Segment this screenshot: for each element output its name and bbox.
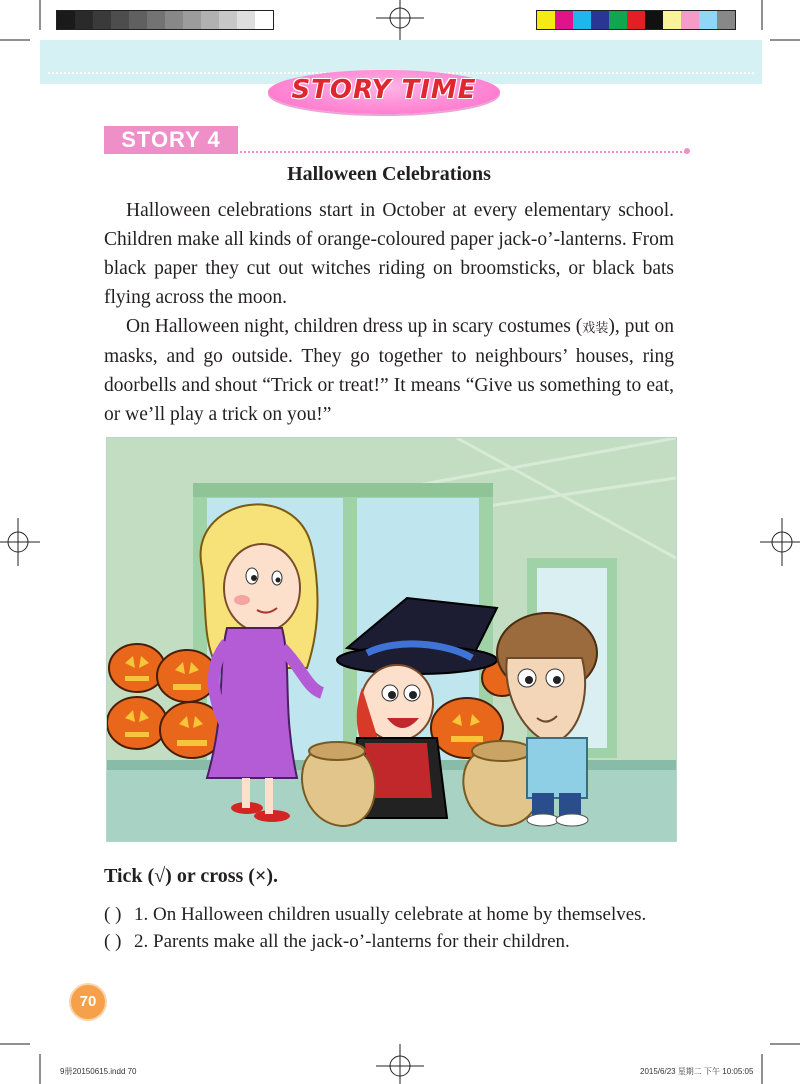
story-title: Halloween Celebrations (287, 163, 491, 185)
halloween-illustration (106, 437, 677, 842)
answer-blank-2[interactable]: ( ) (104, 931, 122, 952)
paragraph-2-part-a: On Halloween night, children dress up in scary costumes ( (126, 316, 583, 337)
story-rule-end-dot (684, 148, 690, 154)
exercise-item-1 (104, 902, 704, 928)
exercise-heading: Tick (√) or cross (×). (104, 865, 279, 887)
paragraph-2-part-b: ), put on masks, and go outside. They go together to neighbours’ houses, ring doorbells and shout “Trick or treat!” It means “Give us something to eat, or we’ll play a trick on you!” (104, 316, 674, 425)
story-paragraph-1: Halloween celebrations start in October at every elementary school. Children make all kinds of orange-coloured paper jack-o’-lanterns. From black paper they cut out witches riding on broomsticks, or black bats flying across the moon. (104, 200, 674, 308)
footer-timestamp: 2015/6/23 星期二 下午 10:05:05 (640, 1067, 754, 1076)
story-label: STORY 4 (104, 126, 238, 154)
story-dotted-rule (240, 151, 686, 153)
page-number: 70 (69, 983, 107, 1021)
exercise-item-2 (104, 929, 704, 955)
footer-file-info: 9册20150615.indd 70 (60, 1067, 137, 1076)
story-paragraph-2 (104, 312, 674, 429)
chinese-gloss: 戏装 (582, 320, 609, 335)
banner-title: STORY TIME (291, 75, 477, 105)
exercise-item-2-text: 2. Parents make all the jack-o’-lanterns for their children. (134, 931, 570, 952)
exercise-item-1-text: 1. On Halloween children usually celebrate at home by themselves. (134, 904, 647, 925)
answer-blank-1[interactable]: ( ) (104, 904, 122, 925)
